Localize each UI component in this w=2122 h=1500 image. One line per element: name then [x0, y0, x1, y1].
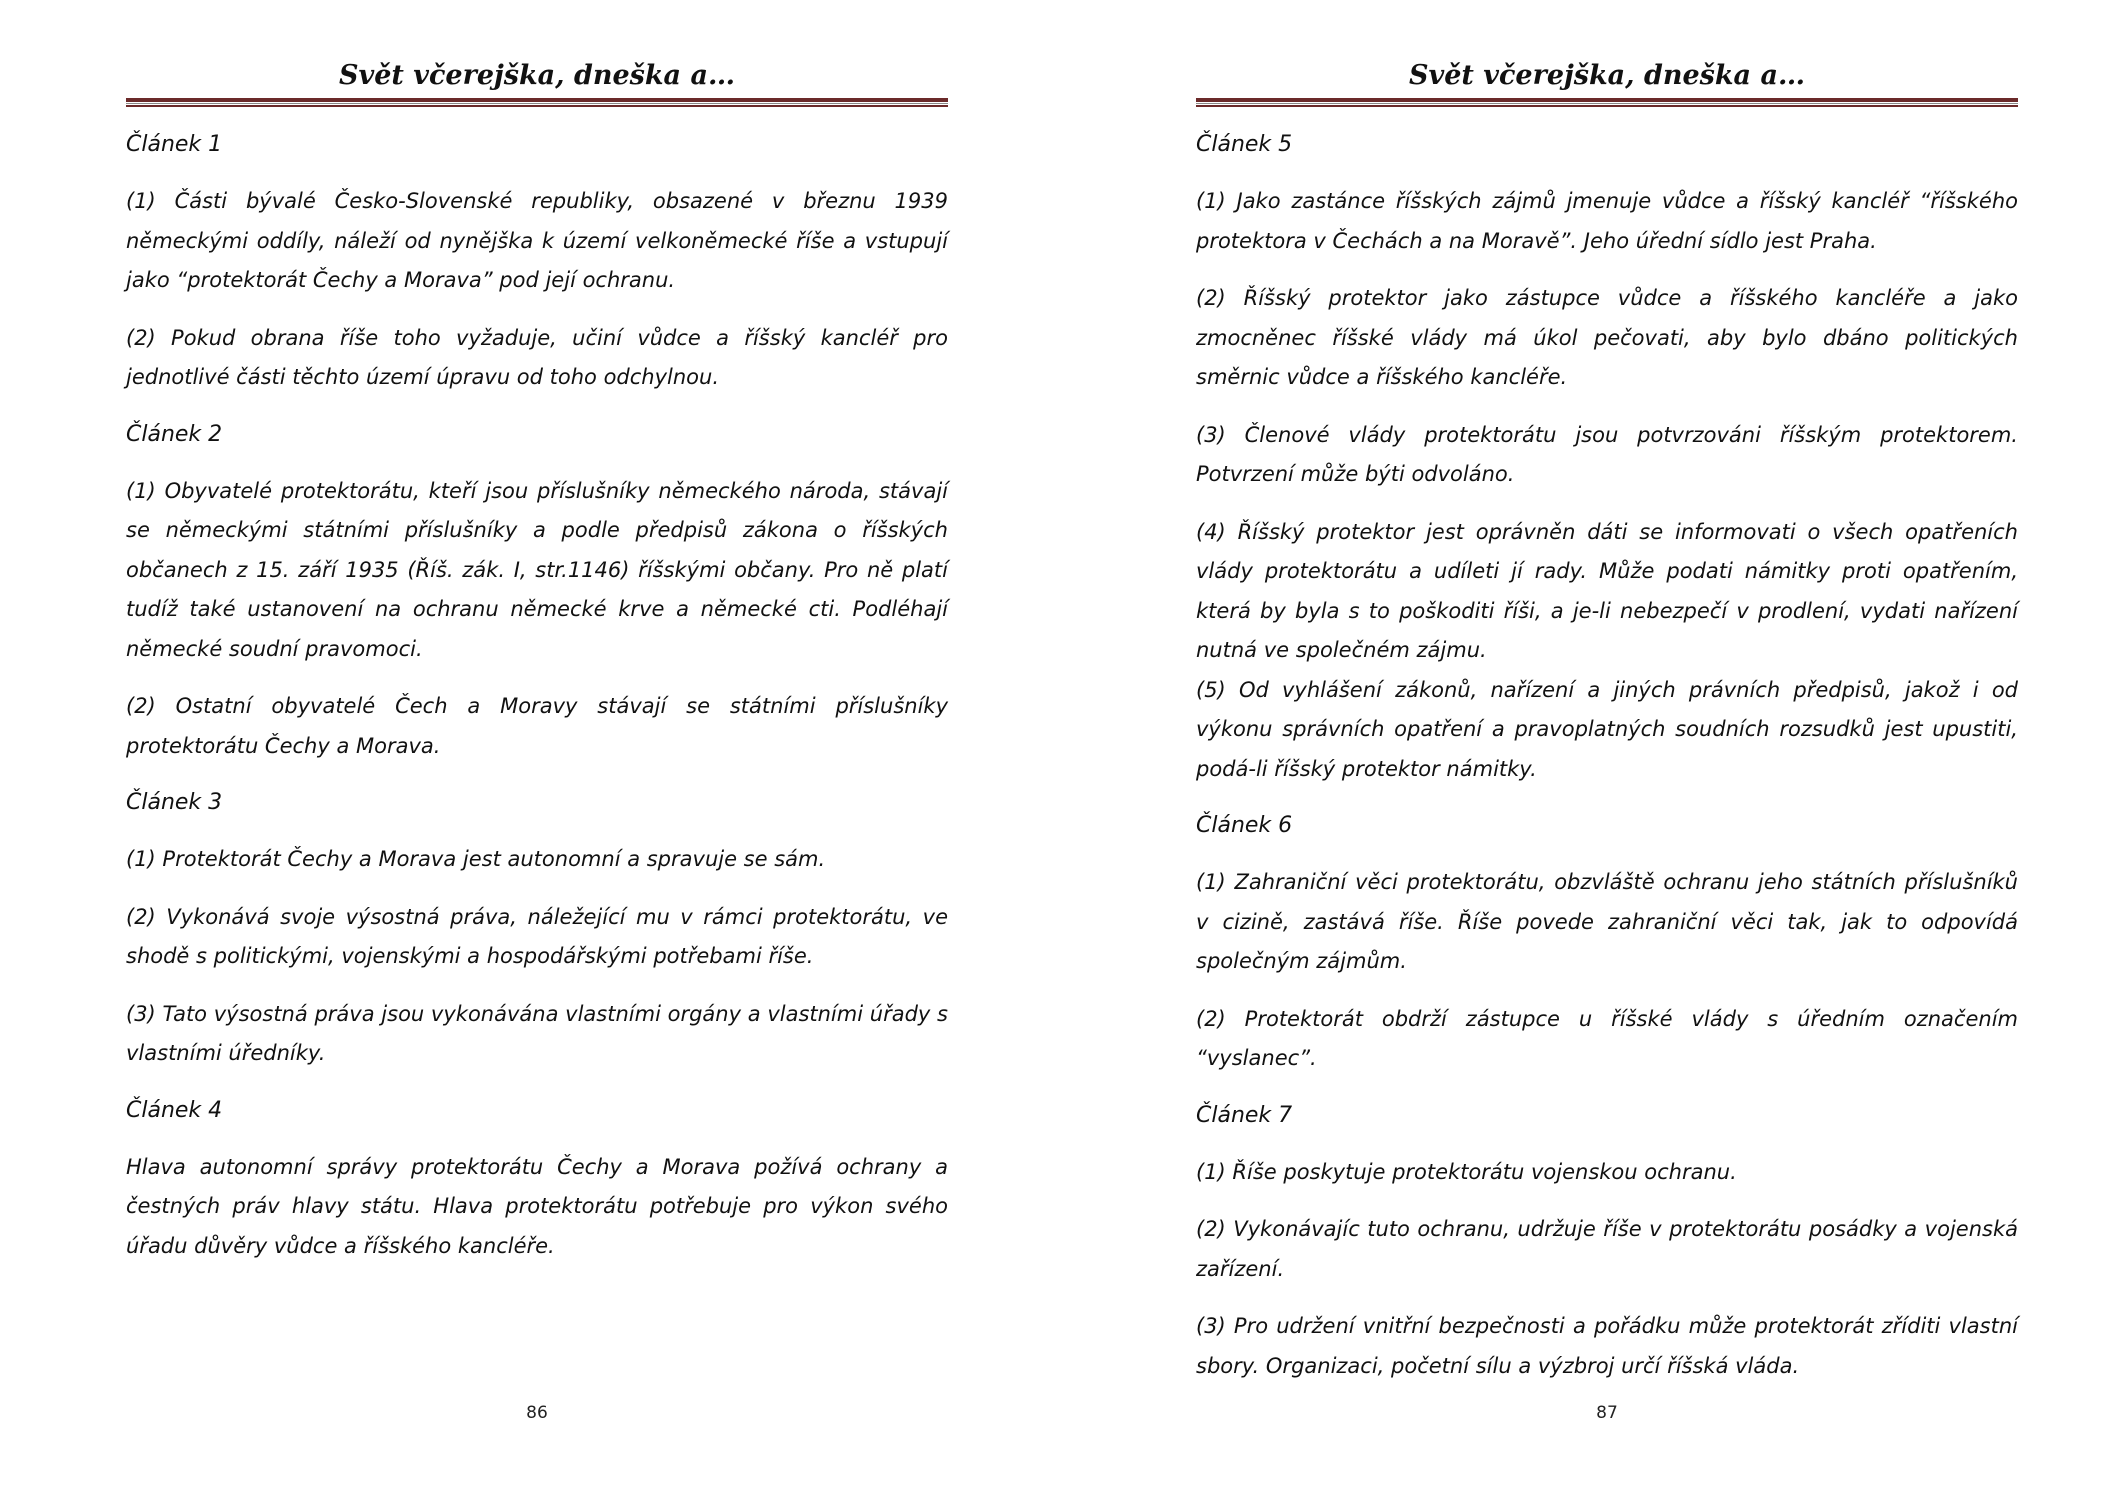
paragraph: (2) Říšský protektor jako zástupce vůdce a říšského kancléře a jako zmocněnec říšské vlády má úkol pečovati, aby bylo dbáno politických směrnic vůdce a říšského kancléře. — [1196, 286, 2018, 389]
header-rule — [126, 98, 948, 102]
article-heading: Článek 6 — [1196, 813, 1293, 838]
paragraph: (2) Vykonávajíc tuto ochranu, udržuje říše v protektorátu posádky a vojenská zařízení. — [1196, 1217, 2018, 1281]
paragraph: (4) Říšský protektor jest oprávněn dáti se informovati o všech opatřeních vlády protektorátu a udíleti jí rady. Může podati námitky proti opatřením, která by byla s to poškoditi říši, a je-li nebezpečí v prodlení, vydati nařízení nutná ve společném zájmu. — [1196, 519, 2018, 662]
paragraph: (2) Protektorát obdrží zástupce u říšské vlády s úředním označením “vyslanec”. — [1196, 1006, 2018, 1070]
paragraph: (1) Jako zastánce říšských zájmů jmenuje vůdce a říšský kancléř “říšského protektora v Čechách a na Moravě”. Jeho úřední sídlo jest Praha. — [1196, 189, 2018, 253]
article-heading: Článek 4 — [126, 1097, 223, 1123]
header-rule — [1196, 98, 2018, 102]
article-heading: Článek 2 — [126, 421, 223, 447]
running-header: Svět včerejška, dneška a… — [339, 60, 735, 91]
header-rule-lower — [1196, 105, 2018, 107]
paragraph: (2) Ostatní obyvatelé Čech a Moravy stávají se státními příslušníky protektorátu Čechy a Morava. — [126, 694, 948, 758]
right-page — [1196, 0, 2018, 1500]
left-page — [126, 0, 948, 1500]
paragraph: (1) Říše poskytuje protektorátu vojenskou ochranu. — [1196, 1159, 1737, 1184]
paragraph: (3) Členové vlády protektorátu jsou potvrzováni říšským protektorem. Potvrzení může býti odvoláno. — [1196, 422, 2018, 486]
header-rule-lower — [126, 105, 948, 107]
article-heading: Článek 7 — [1196, 1102, 1293, 1128]
running-header: Svět včerejška, dneška a… — [1409, 60, 1805, 91]
article-heading: Článek 5 — [1196, 132, 1293, 157]
article-heading: Článek 1 — [126, 132, 223, 157]
paragraph: (3) Tato výsostná práva jsou vykonávána vlastními orgány a vlastními úřady s vlastními úředníky. — [126, 1001, 948, 1065]
paragraph: (1) Zahraniční věci protektorátu, obzvláště ochranu jeho státních příslušníků v cizině, zastává říše. Říše povede zahraniční věci tak, jak to odpovídá společným zájmům. — [1196, 870, 2018, 973]
paragraph: (2) Pokud obrana říše toho vyžaduje, učiní vůdce a říšský kancléř pro jednotlivé části těchto území úpravu od toho odchylnou. — [126, 325, 948, 389]
paragraph: Hlava autonomní správy protektorátu Čechy a Morava požívá ochrany a čestných práv hlavy státu. Hlava protektorátu potřebuje pro výkon svého úřadu důvěry vůdce a říšského kancléře. — [126, 1154, 948, 1258]
header-rule-thin — [1196, 103, 2018, 104]
header-rule-thin — [126, 103, 948, 104]
page-body — [1196, 126, 2018, 1404]
page-number: 87 — [1596, 1403, 1618, 1423]
page-body — [126, 126, 948, 1284]
paragraph: (3) Pro udržení vnitřní bezpečnosti a pořádku může protektorát zříditi vlastní sbory. Organizaci, početní sílu a výzbroj určí říšská vláda. — [1196, 1314, 2018, 1378]
paragraph: (2) Vykonává svoje výsostná práva, náležející mu v rámci protektorátu, ve shodě s politickými, vojenskými a hospodářskými potřebami říše. — [126, 904, 948, 968]
page-number: 86 — [526, 1403, 548, 1423]
paragraph: (1) Obyvatelé protektorátu, kteří jsou příslušníky německého národa, stávají se německými státními příslušníky a podle předpisů zákona o říšských občanech z 15. září 1935 (Říš. zák. I, str.1146) říšskými občany. Pro ně platí tudíž také ustanovení na ochranu německé krve a německé cti. Podléhají německé soudní pravomoci. — [126, 478, 948, 661]
paragraph: (1) Části bývalé Česko-Slovenské republiky, obsazené v březnu 1939 německými oddíly, náleží od nynějška k území velkoněmecké říše a vstupují jako “protektorát Čechy a Morava” pod její ochranu. — [126, 189, 948, 292]
article-heading: Článek 3 — [126, 790, 223, 815]
paragraph: (5) Od vyhlášení zákonů, nařízení a jiných právních předpisů, jakož i od výkonu správních opatření a pravoplatných soudních rozsudků jest upustiti, podá-li říšský protektor námitky. — [1196, 677, 2018, 781]
paragraph: (1) Protektorát Čechy a Morava jest autonomní a spravuje se sám. — [126, 847, 826, 871]
